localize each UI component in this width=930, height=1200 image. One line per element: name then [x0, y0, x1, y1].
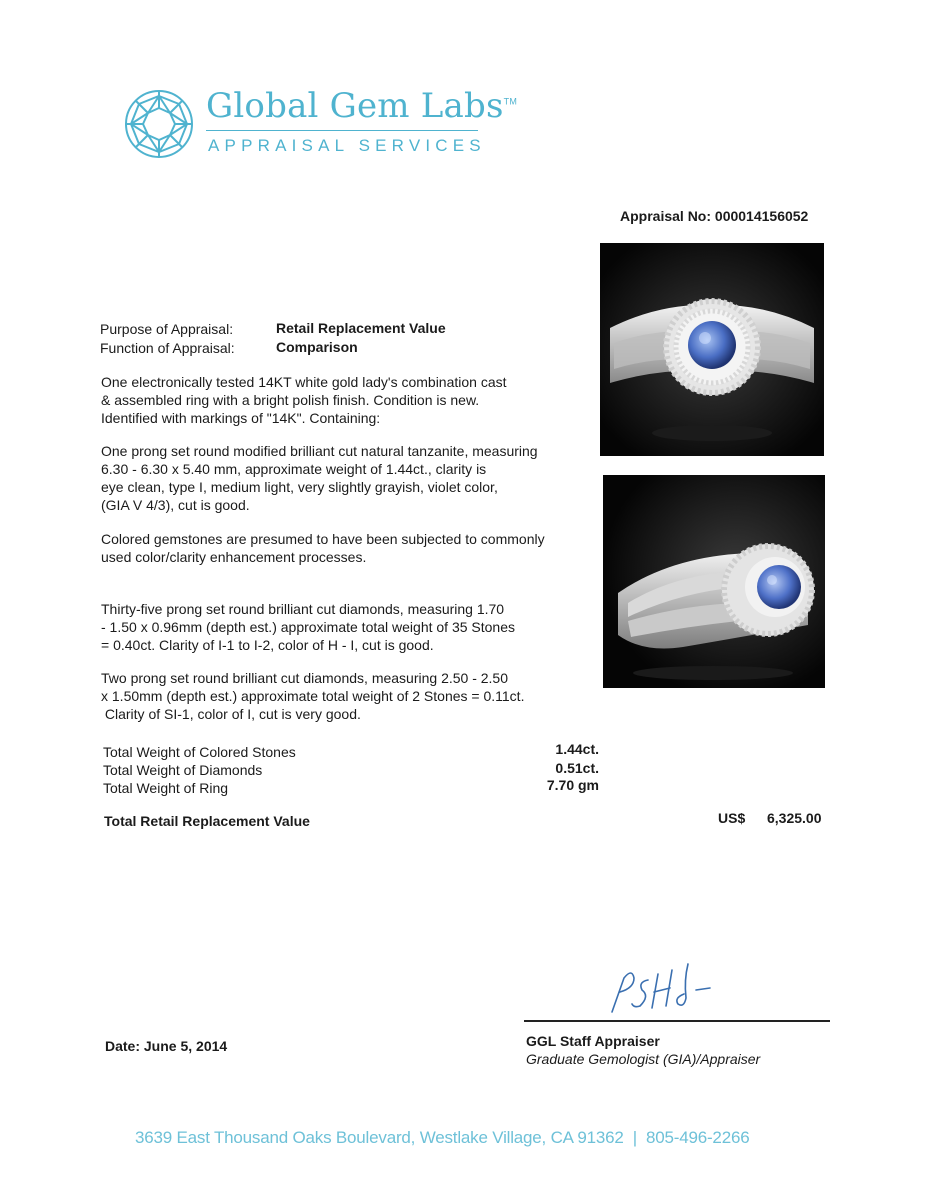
function-label: Function of Appraisal: — [100, 340, 235, 356]
note-line: Colored gemstones are presumed to have been subjected to commonly — [101, 531, 545, 547]
appraiser-subtitle: Graduate Gemologist (GIA)/Appraiser — [526, 1051, 761, 1067]
colored-stones-note — [101, 530, 581, 566]
total-value-amount: 6,325.00 — [767, 810, 822, 826]
total-diamonds-label: Total Weight of Diamonds — [103, 762, 263, 778]
total-ring-value: 7.70 gm — [546, 777, 599, 793]
total-colored-value: 1.44ct. — [555, 741, 599, 757]
tanzanite-line: One prong set round modified brilliant cut natural tanzanite, measuring — [101, 443, 538, 459]
tanzanite-line: (GIA V 4/3), cut is good. — [101, 497, 250, 513]
appraisal-date: Date: June 5, 2014 — [105, 1038, 228, 1054]
ring-photo-front — [600, 243, 824, 456]
ring-description — [101, 373, 581, 427]
total-value-currency: US$ — [718, 810, 746, 826]
tanzanite-line: eye clean, type I, medium light, very slightly grayish, violet color, — [101, 479, 498, 495]
total-diamonds-value: 0.51ct. — [555, 760, 599, 776]
gem-logo-icon — [123, 88, 195, 160]
diamonds-35-description — [101, 600, 581, 654]
appraisal-number: Appraisal No: 000014156052 — [620, 208, 809, 224]
appraiser-title: GGL Staff Appraiser — [526, 1033, 660, 1049]
logo-divider — [206, 130, 478, 131]
description-line: Identified with markings of "14K". Containing: — [101, 410, 381, 426]
logo-wordmark — [206, 86, 517, 126]
diamonds-2-line: Two prong set round brilliant cut diamonds, measuring 2.50 - 2.50 — [101, 670, 509, 686]
tanzanite-line: 6.30 - 6.30 x 5.40 mm, approximate weight of 1.44ct., clarity is — [101, 461, 487, 477]
appraiser-signature — [600, 960, 730, 1020]
purpose-value: Retail Replacement Value — [276, 320, 446, 336]
footer-address: 3639 East Thousand Oaks Boulevard, Westlake Village, CA 91362 | 805-496-2266 — [135, 1128, 750, 1147]
diamonds-35-line: - 1.50 x 0.96mm (depth est.) approximate total weight of 35 Stones — [101, 619, 515, 635]
note-line: used color/clarity enhancement processes. — [101, 549, 367, 565]
diamonds-35-line: Thirty-five prong set round brilliant cut diamonds, measuring 1.70 — [101, 601, 505, 617]
description-line: & assembled ring with a bright polish finish. Condition is new. — [101, 392, 480, 408]
logo-trademark: TM — [503, 96, 518, 107]
total-ring-label: Total Weight of Ring — [103, 780, 229, 796]
diamonds-35-line: = 0.40ct. Clarity of I-1 to I-2, color of H - I, cut is good. — [101, 637, 434, 653]
description-line: One electronically tested 14KT white gold lady's combination cast — [101, 374, 507, 390]
function-value: Comparison — [276, 339, 358, 355]
logo-name: Global Gem Labs — [206, 86, 504, 126]
logo-subtitle: APPRAISAL SERVICES — [208, 136, 486, 155]
tanzanite-description — [101, 442, 581, 514]
diamonds-2-line: x 1.50mm (depth est.) approximate total weight of 2 Stones = 0.11ct. — [101, 688, 525, 704]
purpose-label: Purpose of Appraisal: — [100, 321, 234, 337]
signature-line — [524, 1020, 830, 1022]
total-colored-label: Total Weight of Colored Stones — [103, 744, 296, 760]
total-value-label: Total Retail Replacement Value — [104, 813, 310, 829]
diamonds-2-description — [101, 669, 581, 723]
ring-photo-side — [603, 475, 825, 688]
diamonds-2-line: Clarity of SI-1, color of I, cut is very good. — [101, 706, 361, 722]
